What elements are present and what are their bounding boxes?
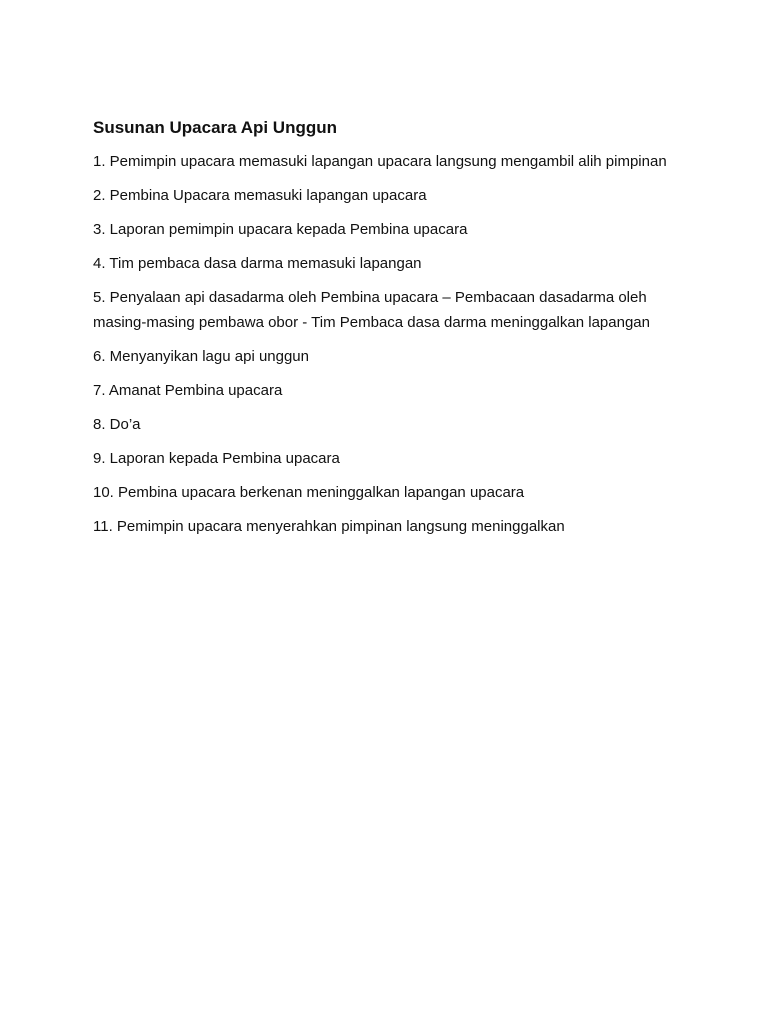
ceremony-step-1: 1. Pemimpin upacara memasuki lapangan upacara langsung mengambil alih pimpinan [93,153,667,170]
document-body [93,116,683,549]
ceremony-step-5: 5. Penyalaan api dasadarma oleh Pembina upacara – Pembacaan dasadarma oleh masing-masing pembawa obor - Tim Pembaca dasa darma meninggalkan lapangan [93,289,650,331]
document-title: Susunan Upacara Api Unggun [93,118,338,137]
ceremony-step-4: 4. Tim pembaca dasa darma memasuki lapangan [93,255,422,272]
ceremony-step-7: 7. Amanat Pembina upacara [93,381,283,399]
ceremony-step-6: 6. Menyanyikan lagu api unggun [93,347,309,365]
ceremony-step-8: 8. Do’a [93,415,141,433]
ceremony-step-11: 11. Pemimpin upacara menyerahkan pimpinan langsung meninggalkan [93,517,565,535]
ceremony-step-10: 10. Pembina upacara berkenan meninggalkan lapangan upacara [93,483,525,501]
ceremony-steps-list [93,150,683,539]
ceremony-step-2: 2. Pembina Upacara memasuki lapangan upacara [93,187,427,204]
ceremony-step-9: 9. Laporan kepada Pembina upacara [93,449,340,467]
ceremony-step-3: 3. Laporan pemimpin upacara kepada Pembina upacara [93,221,468,238]
